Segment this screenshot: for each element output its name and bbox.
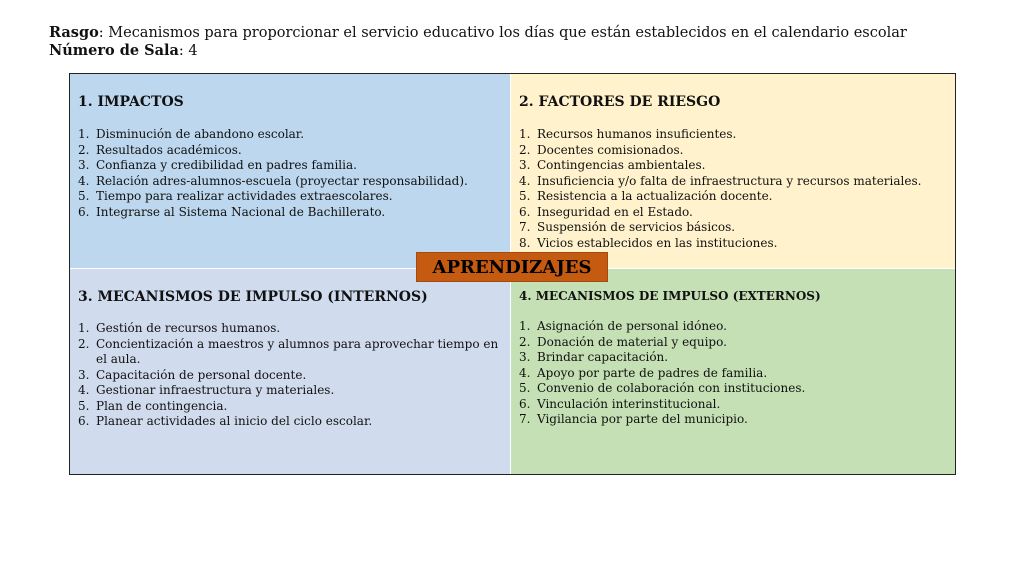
list-item-text: Suspensión de servicios básicos. bbox=[537, 220, 736, 234]
list-item-number: 7. bbox=[519, 220, 531, 234]
list-item-text: Resultados académicos. bbox=[96, 142, 242, 157]
list-item-text: Recursos humanos insuficientes. bbox=[537, 127, 737, 141]
list-item bbox=[519, 397, 805, 413]
list-item bbox=[78, 127, 468, 143]
list-item bbox=[519, 189, 921, 205]
list-item-number: 4. bbox=[519, 365, 531, 380]
list-item-text: Resistencia a la actualización docente. bbox=[537, 189, 773, 203]
list-item bbox=[78, 414, 510, 430]
list-item bbox=[78, 189, 468, 205]
list-item bbox=[519, 335, 805, 351]
quadrant-internos bbox=[70, 269, 511, 474]
list-item-text: Donación de material y equipo. bbox=[537, 334, 727, 349]
sala-text: : 4 bbox=[178, 43, 198, 59]
list-item-number: 3. bbox=[78, 158, 90, 172]
list-item bbox=[519, 174, 921, 190]
quadrant-externos bbox=[511, 269, 955, 474]
list-item-text: Planear actividades al inicio del ciclo escolar. bbox=[96, 414, 373, 428]
quadrant-title-internos: 3. MECANISMOS DE IMPULSO (INTERNOS) bbox=[78, 289, 428, 305]
list-item bbox=[519, 205, 921, 221]
list-item-number: 2. bbox=[78, 336, 90, 351]
list-item-text: Plan de contingencia. bbox=[96, 398, 228, 413]
list-item bbox=[519, 319, 805, 335]
quadrant-riesgo bbox=[511, 74, 955, 269]
list-item bbox=[78, 383, 510, 399]
list-item-number: 3. bbox=[519, 350, 531, 364]
list-item-number: 4. bbox=[78, 383, 90, 397]
list-item-number: 2. bbox=[519, 142, 531, 157]
list-item bbox=[519, 127, 921, 143]
list-item-text: Docentes comisionados. bbox=[537, 142, 684, 157]
list-item bbox=[519, 143, 921, 159]
list-item bbox=[519, 366, 805, 382]
list-item bbox=[519, 412, 805, 428]
list-item-text: Gestionar infraestructura y materiales. bbox=[96, 383, 335, 397]
list-item-number: 5. bbox=[78, 189, 90, 203]
list-item-text: Brindar capacitación. bbox=[537, 350, 669, 364]
list-item bbox=[78, 399, 510, 415]
list-item bbox=[519, 350, 805, 366]
slide-header bbox=[49, 24, 907, 60]
list-item-number: 4. bbox=[78, 173, 90, 188]
list-item-number: 5. bbox=[519, 381, 531, 395]
list-item bbox=[78, 368, 510, 384]
list-item-text: Integrarse al Sistema Nacional de Bachillerato. bbox=[96, 204, 386, 219]
list-item-text: Capacitación de personal docente. bbox=[96, 367, 307, 382]
list-item-number: 5. bbox=[78, 398, 90, 413]
list-item bbox=[78, 337, 510, 368]
list-item-text: Relación adres-alumnos-escuela (proyectar responsabilidad). bbox=[96, 173, 468, 188]
list-item-text: Concientización a maestros y alumnos para aprovechar tiempo en el aula. bbox=[96, 336, 499, 366]
rasgo-line bbox=[49, 24, 907, 42]
list-item-number: 2. bbox=[78, 142, 90, 157]
list-item-text: Vigilancia por parte del municipio. bbox=[537, 412, 748, 426]
list-item-text: Convenio de colaboración con instituciones. bbox=[537, 381, 806, 395]
list-item-number: 1. bbox=[519, 319, 531, 333]
list-item-text: Gestión de recursos humanos. bbox=[96, 321, 281, 335]
quadrant-title-impactos: 1. IMPACTOS bbox=[78, 94, 184, 110]
list-item bbox=[519, 381, 805, 397]
list-externos bbox=[519, 319, 805, 428]
list-item bbox=[78, 205, 468, 221]
list-item-number: 5. bbox=[519, 189, 531, 203]
list-item bbox=[78, 174, 468, 190]
list-item-text: Inseguridad en el Estado. bbox=[537, 204, 693, 219]
list-item-number: 6. bbox=[78, 414, 90, 428]
list-item-number: 6. bbox=[519, 396, 531, 411]
list-item-text: Tiempo para realizar actividades extraescolares. bbox=[96, 189, 393, 203]
list-riesgo bbox=[519, 127, 921, 251]
list-item-text: Contingencias ambientales. bbox=[537, 158, 706, 172]
list-item-number: 3. bbox=[519, 158, 531, 172]
rasgo-label: Rasgo bbox=[49, 24, 99, 41]
list-item-number: 3. bbox=[78, 367, 90, 382]
list-item-number: 4. bbox=[519, 173, 531, 188]
quadrant-impactos bbox=[70, 74, 511, 269]
list-item-number: 7. bbox=[519, 412, 531, 426]
list-item-text: Vinculación interinstitucional. bbox=[537, 396, 721, 411]
rasgo-text: : Mecanismos para proporcionar el servicio educativo los días que están establecidos en el calendario escolar bbox=[98, 25, 907, 41]
list-item-text: Insuficiencia y/o falta de infraestructura y recursos materiales. bbox=[537, 173, 922, 188]
list-item bbox=[78, 143, 468, 159]
list-item-number: 2. bbox=[519, 334, 531, 349]
list-item-number: 8. bbox=[519, 235, 531, 250]
list-item-text: Vicios establecidos en las instituciones. bbox=[537, 235, 778, 250]
quadrant-title-externos: 4. MECANISMOS DE IMPULSO (EXTERNOS) bbox=[519, 289, 821, 303]
list-item-number: 1. bbox=[519, 127, 531, 141]
list-item-number: 6. bbox=[78, 204, 90, 219]
list-item-text: Asignación de personal idóneo. bbox=[537, 319, 727, 333]
list-internos bbox=[78, 321, 510, 430]
list-item-text: Confianza y credibilidad en padres familia. bbox=[96, 158, 357, 172]
list-item bbox=[519, 220, 921, 236]
list-item bbox=[519, 236, 921, 252]
list-item bbox=[519, 158, 921, 174]
list-item-number: 1. bbox=[78, 127, 90, 141]
list-item-number: 6. bbox=[519, 204, 531, 219]
quadrant-title-riesgo: 2. FACTORES DE RIESGO bbox=[519, 94, 721, 110]
list-item-text: Apoyo por parte de padres de familia. bbox=[537, 365, 768, 380]
list-item-number: 1. bbox=[78, 321, 90, 335]
center-label-aprendizajes: APRENDIZAJES bbox=[416, 252, 608, 282]
sala-line bbox=[49, 42, 907, 60]
list-impactos bbox=[78, 127, 468, 220]
sala-label: Número de Sala bbox=[49, 42, 179, 59]
list-item bbox=[78, 321, 510, 337]
list-item-text: Disminución de abandono escolar. bbox=[96, 127, 305, 141]
list-item bbox=[78, 158, 468, 174]
